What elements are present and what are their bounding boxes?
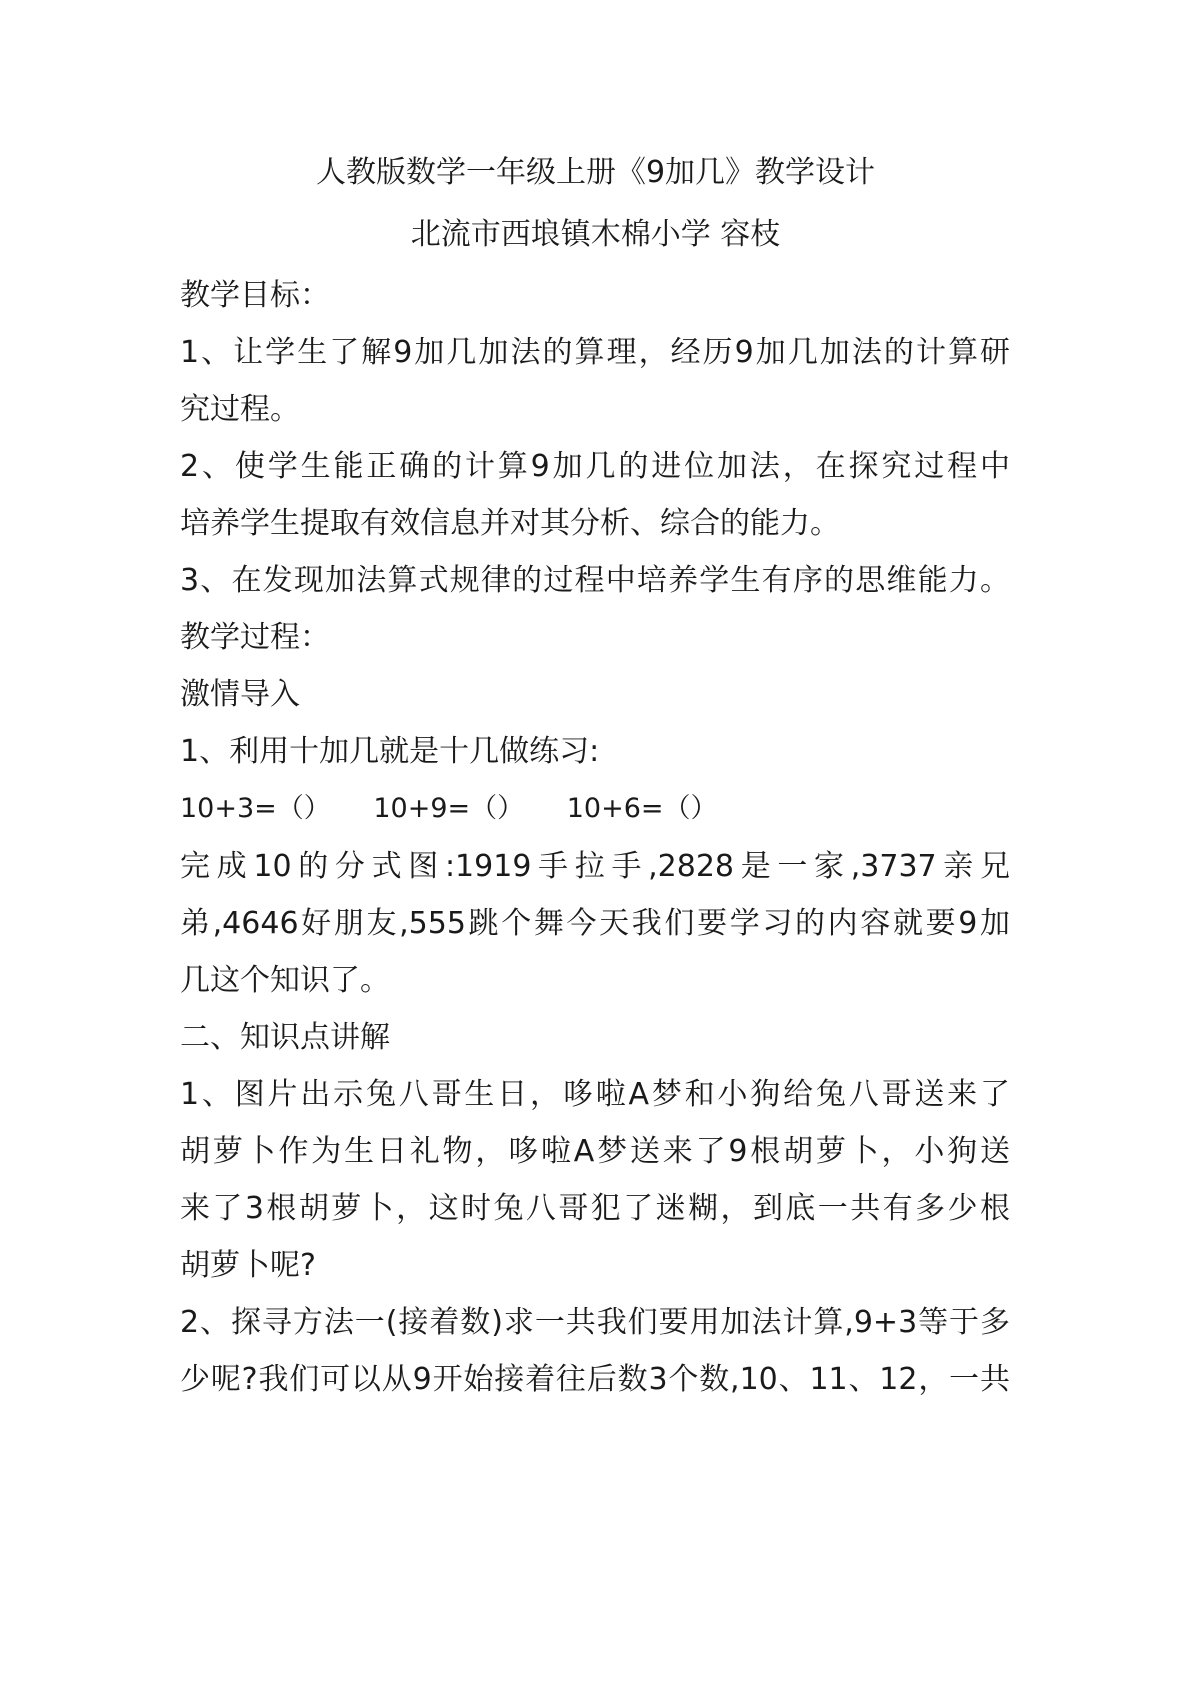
- paragraph-line: 1、让学生了解9加几加法的算理，经历9加几加法的计算研: [180, 335, 1010, 370]
- equation: 10+6=（）: [566, 793, 718, 824]
- paragraph-line: 2、使学生能正确的计算9加几的进位加法，在探究过程中: [180, 449, 1010, 484]
- document-title: 人教版数学一年级上册《9加几》教学设计: [315, 155, 876, 190]
- paragraph-line: 培养学生提取有效信息并对其分析、综合的能力。: [180, 506, 840, 541]
- author-line: 北流市西埌镇木棉小学 容枝: [410, 217, 781, 252]
- paragraph-line: 2、探寻方法一(接着数)求一共我们要用加法计算,9+3等于多: [180, 1305, 1010, 1340]
- equation: 10+9=（）: [373, 793, 525, 824]
- section-heading-knowledge: 二、知识点讲解: [180, 1020, 390, 1055]
- paragraph-line: 少呢?我们可以从9开始接着往后数3个数,10、11、12，一共: [180, 1362, 1010, 1397]
- section-heading-process: 教学过程：: [180, 620, 330, 655]
- paragraph-line: 胡萝卜呢?: [180, 1248, 316, 1283]
- paragraph-line: 1、利用十加几就是十几做练习:: [180, 734, 600, 769]
- paragraph-line: 1、图片出示兔八哥生日，哆啦A梦和小狗给兔八哥送来了: [180, 1077, 1010, 1112]
- paragraph-line: 胡萝卜作为生日礼物，哆啦A梦送来了9根胡萝卜，小狗送: [180, 1134, 1010, 1169]
- paragraph-line: 弟,4646好朋友,555跳个舞今天我们要学习的内容就要9加: [180, 906, 1010, 941]
- equation: 10+3=（）: [180, 793, 331, 824]
- subsection-heading: 激情导入: [180, 677, 300, 712]
- section-heading-objectives: 教学目标：: [180, 278, 330, 313]
- paragraph-line: 几这个知识了。: [180, 963, 390, 998]
- exercise-equations: [180, 789, 1010, 829]
- paragraph-line: 完成10的分式图:1919手拉手,2828是一家,3737亲兄: [180, 849, 1010, 884]
- paragraph-line: 究过程。: [180, 392, 300, 427]
- paragraph-line: 3、在发现加法算式规律的过程中培养学生有序的思维能力。: [180, 563, 1010, 598]
- paragraph-line: 来了3根胡萝卜，这时兔八哥犯了迷糊，到底一共有多少根: [180, 1191, 1010, 1226]
